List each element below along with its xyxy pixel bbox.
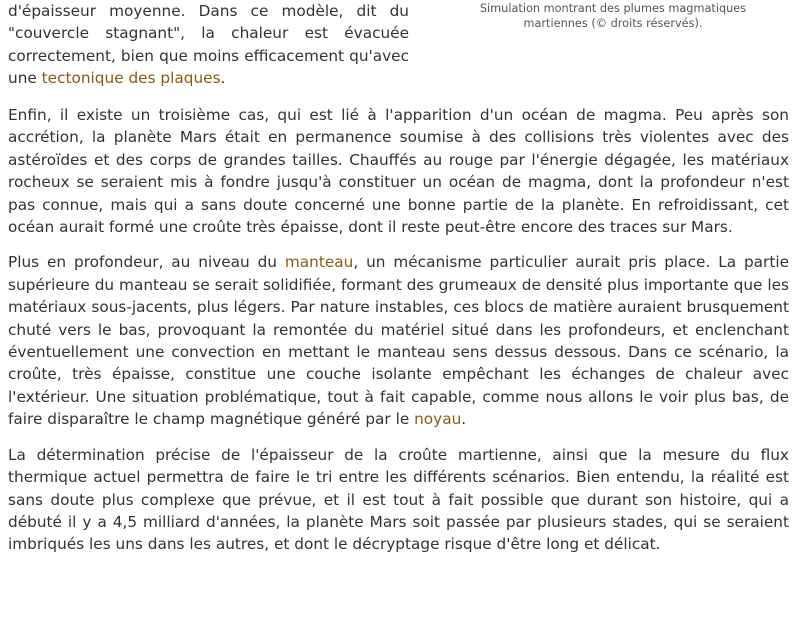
- paragraph-mantle-intro: Plus en profondeur, au niveau du: [8, 253, 285, 272]
- paragraph-magma-ocean: Enfin, il existe un troisième cas, qui est lié à l'apparition d'un océan de magma. Peu après son accrétion, la planète Mars était en permanence soumise à des collisions très violentes avec des astéroïdes et des corps de grandes tailles. Chauffés au rouge par l'énergie dégagée, les matériaux rocheux se seraient mis à fondre jusqu'à constituer un océan de magma, dont la profondeur n'est pas connue, mais qui a sans doute concerné une bonne partie de la planète. En refroidissant, cet océan aurait formé une croûte très épaisse, dont il reste peut-être encore des traces sur Mars.: [8, 106, 789, 237]
- tectonique-des-plaques-link[interactable]: tectonique des plaques: [41, 69, 221, 88]
- paragraph-conclusion: La détermination précise de l'épaisseur de la croûte martienne, ainsi que la mesure du flux thermique actuel permettra de faire le tri entre les différents scénarios. Bien entendu, la réalité est sans doute plus complexe que prévue, et il est tout à fait possible que durant son histoire, qui a débuté il y a 4,5 milliard d'années, la planète Mars soit passée par plusieurs stades, qui se seraient imbriqués les uns dans les autres, et dont le décryptage risque d'être long et délicat.: [8, 445, 789, 554]
- noyau-link[interactable]: noyau: [414, 410, 462, 429]
- top-paragraph-text: d'épaisseur moyenne. Dans ce modèle, dit du "couvercle stagnant", la chaleur est évacuée correctement, bien que moins efficacement qu'avec une: [8, 2, 409, 88]
- paragraph-mantle: [8, 251, 789, 430]
- image-caption: Simulation montrant des plumes magmatiques martiennes (© droits réservés).: [479, 2, 747, 30]
- manteau-link[interactable]: manteau: [284, 253, 354, 272]
- top-paragraph-column: [8, 0, 409, 103]
- paragraph-mantle-body: , un mécanisme particulier aurait pris place. La partie supérieure du manteau se serait solidifiée, formant des grumeaux de densité plus importante que les matériaux sous-jacents, plus légers. Par nature instables, ces blocs de matière auraient brusquement chuté vers le bas, provoquant la remontée du matériel situé dans les profondeurs, et enclenchant éventuellement une convection en mettant le manteau sens dessus dessous. Dans ce scénario, la croûte, très épaisse, constitue une couche isolante empêchant les échanges de chaleur avec l'extérieur. Une situation problématique, tout à fait capable, comme nous allons le voir plus bas, de faire disparaître le champ magnétique généré par le: [8, 253, 789, 429]
- top-paragraph-end: .: [220, 69, 226, 88]
- article-body: [8, 104, 789, 569]
- top-paragraph: [8, 0, 409, 90]
- paragraph-mantle-end: .: [461, 410, 467, 429]
